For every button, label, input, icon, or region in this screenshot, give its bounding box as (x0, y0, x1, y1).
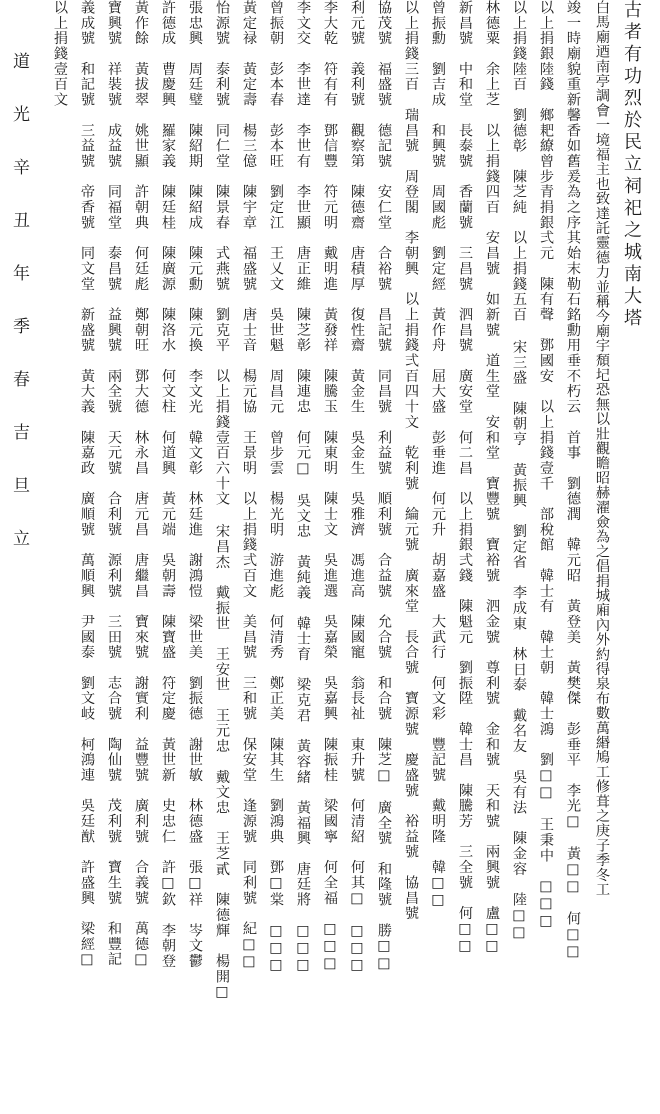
preface-line-1: 白馬廟迺南亭調會一境福主也致達託靈德力並稱今廟宇頹圮恐無以壯觀瞻昭赫濯僉為之倡捐城廂內外約得泉布數萬緡鳩工修葺之庚子季冬工 (594, 0, 610, 897)
donor-column: 黃作餘 黃拔翠 姚世顯 許朝典 何廷彪 鄭朝旺 鄧大德 林永昌 唐元昌 唐繼昌 寶來號 謝實利 益豐號 廣利號 合義號 萬德□ (133, 0, 149, 969)
donor-column: 協茂號 福盛號 德記號 安仁堂 合裕號 昌記號 同昌號 利益號 順利號 合益號 允合號 和合號 陳芝□ 廣全號 和隆號 勝□□ (376, 0, 392, 973)
donor-column: 以上捐錢壹百文 (52, 0, 68, 108)
donor-column: 李文交 李世達 李世有 李世顯 唐正維 陳芝彰 陳連忠 何元□ 吳文忠 黃純義 韓士育 梁克君 黃容緒 黃福興 唐廷將 □□□ (295, 0, 311, 975)
preface-line-2: 竣一時廟貌重新馨香如舊爰為之序其始末勒石銘勳用垂不朽云 首事 劉德潤 韓元昭 黃登美 黃樊傑 彭垂平 李光□ 黃□□ 何□□ (565, 0, 581, 961)
donor-column: 許德成 曹慶興 羅家義 陳廷桂 陳廣源 陳洛水 何文柱 何道興 黃元端 吳朝壽 陳寶盛 符定慶 黃世新 史忠仁 許□欽 李朝登 (160, 0, 176, 969)
donor-column: 曾振勳 劉吉成 和興號 周國彪 劉定經 黃作舟 屈大盛 彭垂進 何元升 胡嘉盛 大武行 何文彩 豐記號 戴明隆 韓□□ (430, 0, 446, 910)
donor-column: 新昌號 中和堂 長泰號 香蘭號 三昌號 泗昌號 廣安堂 何二昌 以上捐銀弍錢 陳魁元 劉振陞 韓士昌 陳騰芳 三全號 何□□ (457, 0, 473, 956)
donor-column: 怡源號 泰利號 同仁堂 陳景春 式燕號 劉克平 以上捐錢壹百六十文 宋昌杰 戴振世 王安世 王元忠 戴文忠 王芝貳 陳德輝 楊開□ (214, 0, 230, 1002)
donor-column: 林德粟 余上芝 以上捐錢四百 安昌號 如新號 道生堂 安和堂 寶豐號 寶裕號 泗金號 尊利號 金和號 天和號 兩興號 盧□□ (484, 0, 500, 956)
donor-column: 黃定禄 黃定壽 楊三億 陳宇章 福盛號 唐士音 楊元協 王景明 以上捐錢弍百文 美昌號 三和號 保安堂 逢源號 同利號 紀□□ (241, 0, 257, 971)
donor-column: 以上捐錢三百 瑞昌號 周登閣 李朝興 以上捐錢弍百四十文 乾利號 綸元號 廣來堂 長合號 寶源號 慶盛號 裕益號 協昌號 (403, 0, 419, 921)
stele-date: 道光辛丑年季春吉旦立 (9, 52, 29, 582)
stele-title: 古者有功烈於民立祠祀之城南大塔 (621, 0, 642, 330)
donor-column: 曾振朝 彭本春 彭本旺 劉定江 王乂文 吳世魁 周昌元 曾步雲 楊光明 游進彪 何清秀 鄭正美 陳其生 劉鴻典 鄧□棠 □□□ (268, 0, 284, 975)
donor-column: 利元號 義利號 觀察第 陳德齋 唐積厚 復性齋 黃金生 吳金生 吳雅濟 馮進高 陳國寵 翁長祉 東升號 何清紹 何其□ □□□ (349, 0, 365, 975)
donor-column: 以上捐銀陸錢 鄉耙繚曾步青捐銀弍元 陳有聲 鄧國安 以上捐錢壹千 部稅館 韓士有 韓士朝 韓士鴻 劉□□ 王秉中 □□□ (538, 0, 554, 930)
donor-column: 張忠興 周廷璧 陳紹期 陳紹成 陳元勳 陳元換 李文光 韓文彰 林廷進 謝鴻愷 梁世美 劉振德 謝世敏 林德盛 張□祥 岑文鬱 (187, 0, 203, 969)
donor-column: 義成號 和記號 三益號 帝香號 同文堂 新盛號 黃大義 陳嘉政 廣順號 萬順興 尹國泰 劉文岐 柯鴻連 吳廷猷 許盛興 梁經□ (79, 0, 95, 969)
donor-column: 以上捐錢陸百 劉德彰 陳芝純 以上捐錢五百 宋三盛 陳朝亨 黃振興 劉定省 李成東 林日泰 戴名友 吳有法 陳金容 陸□□ (511, 0, 527, 942)
donor-column: 寶興號 祥裝號 成益號 同福堂 泰昌號 益興號 兩全號 天元號 合利號 源利號 三田號 志合號 陶仙號 茂利號 寶生號 和豐記 (106, 0, 122, 968)
donor-column: 李大乾 符有有 鄧信豐 符元明 戴明進 黃發祥 陳騰玉 陳東明 陳士文 吳進選 吳嘉榮 吳嘉興 陳振桂 梁國寧 何全福 □□□ (322, 0, 338, 973)
